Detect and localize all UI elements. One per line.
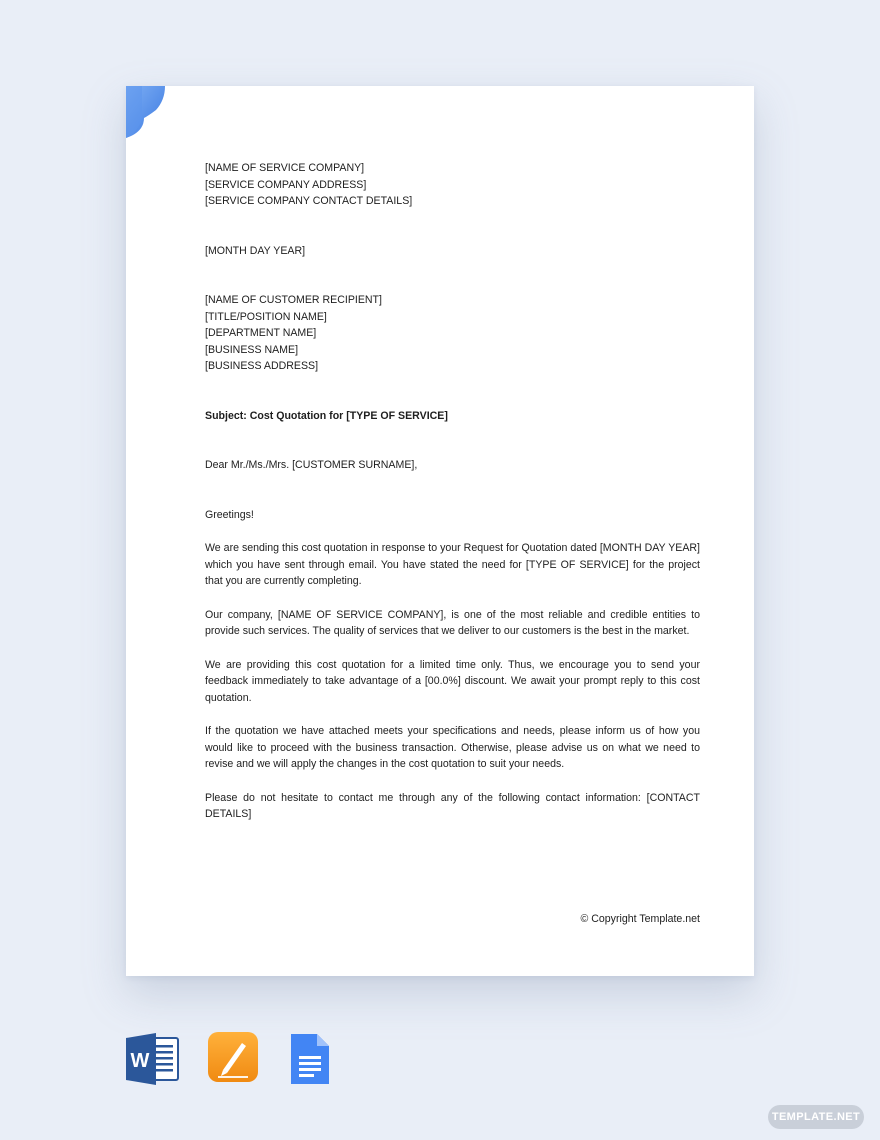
body-paragraph-1: We are sending this cost quotation in response to your Request for Quotation dated [MONTH DAY YEAR] which you have sent through email. You have stated the need for [TYPE OF SERVICE] for the project that you are currently completing. (205, 542, 700, 587)
word-icon[interactable] (126, 1032, 180, 1086)
body-paragraph-2: Our company, [NAME OF SERVICE COMPANY], is one of the most reliable and credible entities to provide such services. The quality of services that we deliver to our customers is the best in the market. (205, 608, 700, 637)
letter-page (126, 86, 754, 976)
letter-body (205, 160, 700, 823)
corner-accent-shape (126, 86, 166, 138)
letter-greeting: Greetings! (205, 508, 254, 521)
google-docs-icon[interactable] (289, 1032, 331, 1086)
sender-address: [SERVICE COMPANY ADDRESS] (205, 178, 367, 191)
recipient-name: [NAME OF CUSTOMER RECIPIENT] (205, 294, 382, 306)
sender-contact: [SERVICE COMPANY CONTACT DETAILS] (205, 195, 413, 207)
body-paragraph-5: Please do not hesitate to contact me through any of the following contact information: [CONTACT DETAILS] (205, 791, 700, 820)
recipient-business: [BUSINESS NAME] (205, 343, 299, 356)
sender-block (205, 160, 700, 210)
recipient-title: [TITLE/POSITION NAME] (205, 310, 327, 323)
body-paragraph-4: If the quotation we have attached meets your specifications and needs, please inform us of how you would like to proceed with the business transaction. Otherwise, please advise us on what we need to revise and we will apply the changes in the cost quotation to suit your needs. (205, 725, 700, 770)
sender-name: [NAME OF SERVICE COMPANY] (205, 162, 365, 174)
copyright-notice: © Copyright Template.net (580, 913, 700, 925)
recipient-department: [DEPARTMENT NAME] (205, 327, 317, 339)
template-net-badge[interactable]: TEMPLATE.NET (768, 1105, 864, 1129)
letter-salutation: Dear Mr./Ms./Mrs. [CUSTOMER SURNAME], (205, 459, 418, 471)
recipient-block (205, 292, 700, 375)
word-icon-letter: W (130, 1050, 150, 1072)
recipient-address: [BUSINESS ADDRESS] (205, 360, 319, 372)
body-paragraph-3: We are providing this cost quotation for a limited time only. Thus, we encourage you to send your feedback immediately to take advantage of a [00.0%] discount. We await your prompt reply to this cost quotation. (205, 658, 700, 704)
letter-subject: Subject: Cost Quotation for [TYPE OF SERVICE] (205, 409, 448, 422)
pages-icon[interactable] (208, 1032, 258, 1084)
letter-date: [MONTH DAY YEAR] (205, 244, 306, 257)
